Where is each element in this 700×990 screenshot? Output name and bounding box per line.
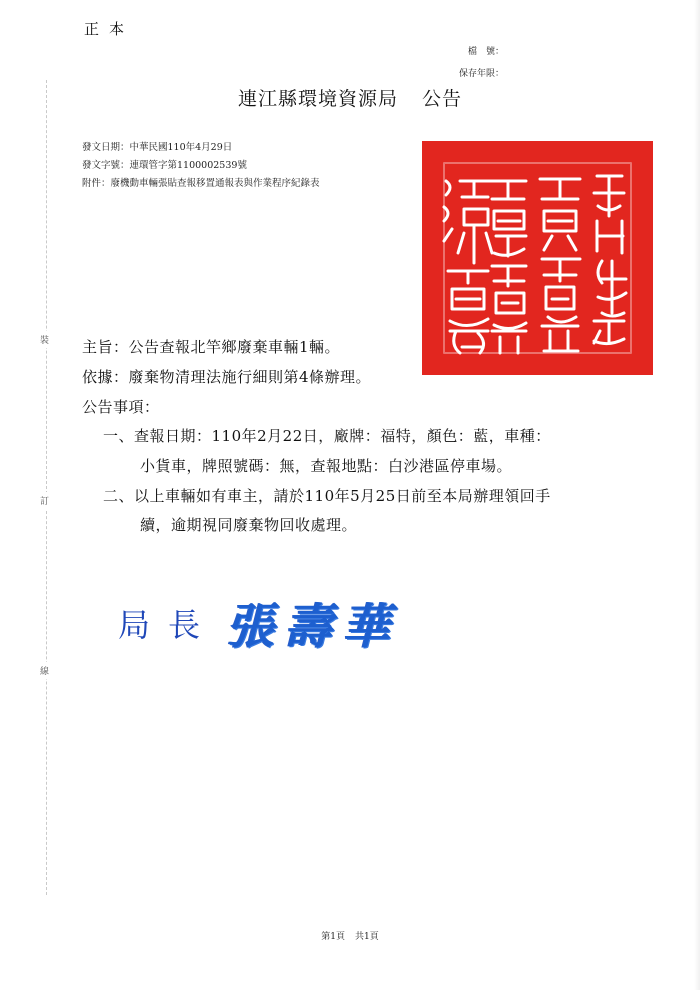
- document-type: 公告: [422, 88, 463, 110]
- issuer-name: 連江縣環境資源局: [237, 88, 398, 110]
- signature-name: 張壽華: [226, 599, 401, 655]
- file-number-label: 檔 號：: [467, 47, 504, 57]
- issue-date: 發文日期：中華民國110年4月29日: [82, 142, 233, 153]
- binding-line: [46, 80, 47, 895]
- basis-line: 依據：廢棄物清理法施行細則第4條辦理。: [82, 368, 372, 386]
- seal-glyphs: [422, 141, 653, 375]
- issue-number: 發文字號：連環管字第1100002539號: [82, 160, 247, 171]
- page-footer: [0, 929, 700, 942]
- page-number: 第1頁: [321, 932, 345, 942]
- items-heading: 公告事項：: [82, 398, 160, 416]
- item-2-line-2: 續，逾期視同廢棄物回收處理。: [140, 516, 358, 534]
- binding-mark-line: 線: [40, 662, 49, 679]
- scan-edge-shadow: [694, 0, 700, 990]
- retention-label: 保存年限：: [458, 69, 504, 79]
- official-seal: [422, 141, 653, 375]
- subject-line: 主旨：公告查報北竿鄉廢棄車輛1輛。: [82, 338, 341, 356]
- item-1-line-2: 小貨車，牌照號碼：無，查報地點：白沙港區停車場。: [140, 457, 513, 475]
- binding-mark-staple: 訂: [40, 492, 49, 509]
- item-1-line-1: 一、查報日期：110年2月22日，廠牌：福特，顏色：藍，車種：: [103, 427, 551, 445]
- attachment: 附件：廢機動車輛張貼查報移置通報表與作業程序紀錄表: [82, 178, 320, 189]
- page-total: 共1頁: [355, 932, 379, 942]
- binding-mark-bind: 裝: [40, 331, 49, 348]
- item-2-line-1: 二、以上車輛如有車主，請於110年5月25日前至本局辦理領回手: [103, 487, 551, 505]
- copy-mark: 正本: [84, 20, 135, 38]
- document-title: [0, 84, 700, 111]
- signature-role: 局長: [118, 606, 219, 644]
